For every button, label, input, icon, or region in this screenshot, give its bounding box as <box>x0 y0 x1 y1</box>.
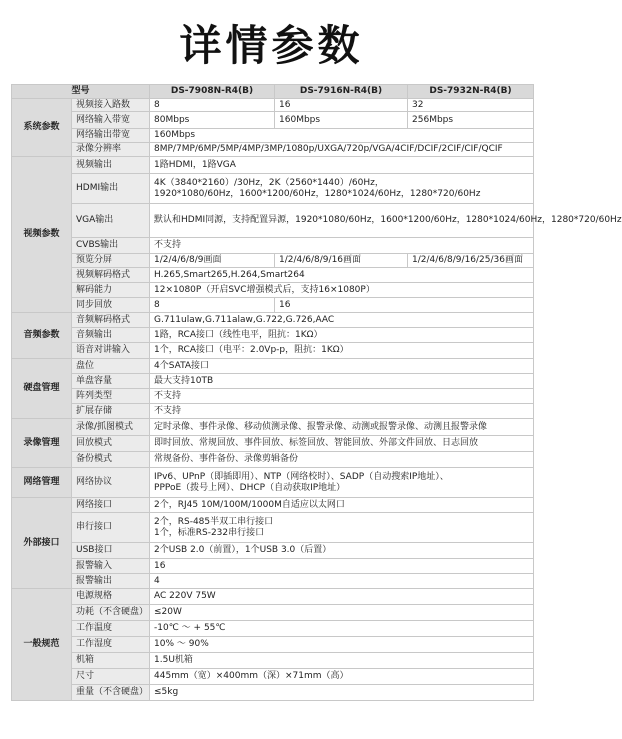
row-value: 常规备份、事件备份、录像剪辑备份 <box>150 452 534 468</box>
model-header: 型号 <box>12 85 150 99</box>
section-ports: 外部接口 <box>12 498 72 589</box>
table-row <box>12 389 534 404</box>
table-row <box>12 404 534 419</box>
row-value: 160Mbps <box>275 112 408 129</box>
row-label: 视频接入路数 <box>72 99 150 112</box>
row-value: 8MP/7MP/6MP/5MP/4MP/3MP/1080p/UXGA/720p/VGA/4CIF/DCIF/2CIF/CIF/QCIF <box>150 143 534 157</box>
header-row <box>12 85 534 99</box>
section-disk: 硬盘管理 <box>12 359 72 419</box>
section-audio: 音频参数 <box>12 313 72 359</box>
section-record: 录像管理 <box>12 419 72 468</box>
row-label: USB接口 <box>72 543 150 559</box>
row-label: 报警输出 <box>72 574 150 589</box>
row-value: 1路，RCA接口（线性电平，阻抗：1KΩ） <box>150 328 534 343</box>
row-label: 电源规格 <box>72 589 150 605</box>
row-label: 解码能力 <box>72 283 150 298</box>
row-value: 16 <box>150 559 534 574</box>
row-label: 网络输出带宽 <box>72 129 150 143</box>
model-col-2: DS-7916N-R4(B) <box>275 85 408 99</box>
row-label: 机箱 <box>72 653 150 669</box>
table-row <box>12 268 534 283</box>
table-row <box>12 669 534 685</box>
value-line: 2个，RS-485半双工串行接口 <box>154 516 274 527</box>
row-value: ≤20W <box>150 605 534 621</box>
row-value <box>150 174 534 204</box>
row-value: 默认和HDMI同源，支持配置异源，1920*1080/60Hz，1600*1200/60Hz，1280*1024/60Hz，1280*720/60Hz <box>150 204 534 238</box>
row-value: 80Mbps <box>150 112 275 129</box>
row-label: 工作温度 <box>72 621 150 637</box>
page-title: 详情参数 <box>179 21 364 70</box>
row-label: 尺寸 <box>72 669 150 685</box>
row-label: 同步回放 <box>72 298 150 313</box>
row-value: 4个SATA接口 <box>150 359 534 374</box>
table-row <box>12 637 534 653</box>
row-value: 256Mbps <box>408 112 534 129</box>
row-value: 不支持 <box>150 238 534 254</box>
model-col-1: DS-7908N-R4(B) <box>150 85 275 99</box>
row-value <box>150 513 534 543</box>
table-row <box>12 359 534 374</box>
row-label: 录像/抓图模式 <box>72 419 150 436</box>
table-row <box>12 374 534 389</box>
table-row <box>12 238 534 254</box>
table-row <box>12 436 534 452</box>
row-label: 报警输入 <box>72 559 150 574</box>
row-label: 视频解码格式 <box>72 268 150 283</box>
row-label: 音频输出 <box>72 328 150 343</box>
model-col-3: DS-7932N-R4(B) <box>408 85 534 99</box>
value-line: 1920*1080/60Hz，1600*1200/60Hz，1280*1024/60Hz，1280*720/60Hz <box>154 188 481 199</box>
row-value: 最大支持10TB <box>150 374 534 389</box>
spec-table <box>11 84 622 701</box>
row-value: 1.5U机箱 <box>150 653 534 669</box>
table-row <box>12 543 534 559</box>
row-value: 32 <box>408 99 534 112</box>
row-label: 网络接口 <box>72 498 150 513</box>
row-value: 8 <box>150 298 275 313</box>
table-row <box>12 204 534 238</box>
row-value: H.265,Smart265,H.264,Smart264 <box>150 268 534 283</box>
table-row <box>12 452 534 468</box>
row-value: G.711ulaw,G.711alaw,G.722,G.726,AAC <box>150 313 534 328</box>
row-label: 备份模式 <box>72 452 150 468</box>
table-row <box>12 143 534 157</box>
table-row <box>12 605 534 621</box>
row-value: -10℃ ～ + 55℃ <box>150 621 534 637</box>
table-row <box>12 313 534 328</box>
row-value: 445mm（宽）×400mm（深）×71mm（高） <box>150 669 534 685</box>
table-row <box>12 653 534 669</box>
row-value: 2个USB 2.0（前置），1个USB 3.0（后置） <box>150 543 534 559</box>
section-system: 系统参数 <box>12 99 72 157</box>
table-row <box>12 283 534 298</box>
table-row <box>12 298 534 313</box>
row-label: 回放模式 <box>72 436 150 452</box>
row-value: 16 <box>275 99 408 112</box>
value-line: 1个，标准RS-232串行接口 <box>154 527 265 538</box>
value-line: PPPoE（拨号上网）、DHCP（自动获取IP地址） <box>154 482 346 493</box>
row-value: 160Mbps <box>150 129 534 143</box>
row-label: 网络输入带宽 <box>72 112 150 129</box>
table-row <box>12 685 534 701</box>
row-label: 视频输出 <box>72 157 150 174</box>
row-label: 重量（不含硬盘） <box>72 685 150 701</box>
row-label: 功耗（不含硬盘） <box>72 605 150 621</box>
row-value: 1路HDMI，1路VGA <box>150 157 534 174</box>
table-row <box>12 513 534 543</box>
row-value: 1个，RCA接口（电平：2.0Vp-p，阻抗：1KΩ） <box>150 343 534 359</box>
row-value: 2个，RJ45 10M/100M/1000M自适应以太网口 <box>150 498 534 513</box>
value-line: 4K（3840*2160）/30Hz，2K（2560*1440）/60Hz， <box>154 177 384 188</box>
row-label: 单盘容量 <box>72 374 150 389</box>
row-value <box>150 468 534 498</box>
row-value: ≤5kg <box>150 685 534 701</box>
row-value: 10% ～ 90% <box>150 637 534 653</box>
table-row <box>12 343 534 359</box>
row-value: 1/2/4/6/8/9画面 <box>150 254 275 268</box>
table-row <box>12 621 534 637</box>
row-label: 盘位 <box>72 359 150 374</box>
section-video: 视频参数 <box>12 157 72 313</box>
row-label: 阵列类型 <box>72 389 150 404</box>
row-value: 16 <box>275 298 534 313</box>
row-label: HDMI输出 <box>72 174 150 204</box>
row-label: 预览分屏 <box>72 254 150 268</box>
table-row <box>12 574 534 589</box>
row-value: 1/2/4/6/8/9/16/25/36画面 <box>408 254 534 268</box>
table-row <box>12 157 534 174</box>
table-row <box>12 328 534 343</box>
value-line: IPv6、UPnP（即插即用）、NTP（网络校时）、SADP（自动搜索IP地址）、 <box>154 471 449 482</box>
table-row <box>12 589 534 605</box>
row-value: 1/2/4/6/8/9/16画面 <box>275 254 408 268</box>
table-row <box>12 254 534 268</box>
row-label: 语音对讲输入 <box>72 343 150 359</box>
row-label: 串行接口 <box>72 513 150 543</box>
row-value: 8 <box>150 99 275 112</box>
table-row <box>12 129 534 143</box>
row-label: 扩展存储 <box>72 404 150 419</box>
row-label: 音频解码格式 <box>72 313 150 328</box>
row-value: 即时回放、常规回放、事件回放、标签回放、智能回放、外部文件回放、日志回放 <box>150 436 534 452</box>
row-value: 12×1080P（开启SVC增强模式后，支持16×1080P） <box>150 283 534 298</box>
table-row <box>12 468 534 498</box>
row-value: 不支持 <box>150 389 534 404</box>
section-network: 网络管理 <box>12 468 72 498</box>
row-label: 录像分辨率 <box>72 143 150 157</box>
row-label: 工作湿度 <box>72 637 150 653</box>
table-row <box>12 99 534 112</box>
row-label: 网络协议 <box>72 468 150 498</box>
section-general: 一般规范 <box>12 589 72 701</box>
table-row <box>12 498 534 513</box>
row-value: 定时录像、事件录像、移动侦测录像、报警录像、动测或报警录像、动测且报警录像 <box>150 419 534 436</box>
table-row <box>12 419 534 436</box>
row-value: 不支持 <box>150 404 534 419</box>
table-row <box>12 112 534 129</box>
table-row <box>12 559 534 574</box>
row-label: CVBS输出 <box>72 238 150 254</box>
table-row <box>12 174 534 204</box>
row-value: AC 220V 75W <box>150 589 534 605</box>
row-label: VGA输出 <box>72 204 150 238</box>
row-value: 4 <box>150 574 534 589</box>
